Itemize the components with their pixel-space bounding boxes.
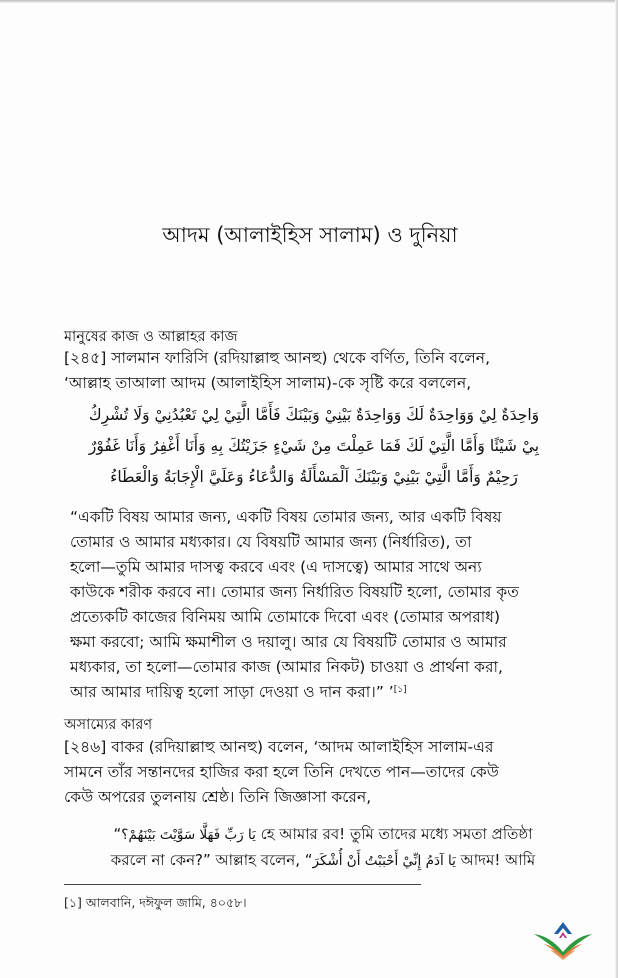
logo-magenta-chevron [559, 932, 567, 938]
text-line: প্রত্যেকটি কাজের বিনিময় আমি তোমাকে দিবো এবং (তোমার অপরাধ) [70, 608, 501, 626]
text-line: মধ্যকার, তা হলো—তোমার কাজ (আমার নিকট) চাওয়া ও প্রার্থনা করা, [70, 658, 503, 676]
text-fragment: আদম! আমি [455, 851, 536, 869]
footnote-reference[interactable]: [১] [393, 685, 407, 695]
arabic-inline: يَا آدَمُ إِنِّيْ أَحْبَبْتُ أَنْ أُشْكَرَ [312, 853, 456, 869]
text-fragment: হে আমার রব! তুমি তাদের মধ্যে সমতা প্রতিষ্ঠা [255, 825, 533, 843]
arabic-line: رَحِيْمٌ وَأَمَّا الَّتِيْ بَيْنِيْ وَبَيْنَكَ اَلْمَسْأَلَةُ وَالدُّعَاءُ وَعَلَيَّ الْإِجَابَةُ وَالْعَطَاءُ [110, 468, 518, 486]
arabic-line: بِيْ شَيْئًا وَأَمَّا الَّتِيْ لَكَ فَمَا عَمِلْتَ مِنْ شَيْءٍ جَزَيْتُكَ بِهِ وَأَنَا أَغْفِرُ وَأَنَا غَفُوْرٌ [88, 437, 540, 455]
text-line: ‘আল্লাহ তাআলা আদম (আলাইহিস সালাম)-কে সৃষ্টি করে বললেন, [64, 374, 472, 392]
text-line: কাউকে শরীক করবে না। তোমার জন্য নির্ধারিত বিষয়টি হলো, তোমার কৃত [70, 583, 519, 601]
arabic-line: وَاحِدَةٌ لِيْ وَوَاحِدَةٌ لَكَ وَوَاحِدَةٌ بَيْنِيْ وَبَيْنَكَ فَأَمَّا الَّتِيْ لِيْ تَعْبُدُنِيْ وَلَا تُشْرِكُ [88, 406, 540, 424]
arabic-hadith-text [74, 400, 554, 493]
chapter-title: আদম (আলাইহিস সালাম) ও দুনিয়া [162, 223, 458, 247]
section-heading-1: মানুষের কাজ ও আল্লাহর কাজ [64, 329, 238, 345]
text-line: [২৪৫] সালমান ফারিসি (রদিয়াল্লাহু আনহু) থেকে বর্ণিত, তিনি বলেন, [64, 349, 490, 367]
quote-line [88, 822, 558, 848]
hadith-246-quote [88, 822, 558, 874]
text-line: কেউ অপরের তুলনায় শ্রেষ্ঠ। তিনি জিজ্ঞাসা করেন, [64, 788, 372, 806]
hadith-245-intro [64, 346, 556, 396]
text-line: তোমার ও আমার মধ্যকার। যে বিষয়টি আমার জন্য (নির্ধারিত), তা [70, 533, 472, 551]
text-line [70, 680, 558, 705]
footnote: [১] আলবানি, দঈফুল জামি, ৪০৫৮। [64, 895, 247, 910]
text-fragment: করলে না কেন?” আল্লাহ বলেন, “ [110, 851, 313, 869]
text-line: হলো—তুমি আমার দাসত্ব করবে এবং (এ দাসত্বে) আমার সাথে অন্য [70, 558, 482, 576]
hadith-246-text [64, 735, 556, 810]
quote-line [88, 848, 558, 874]
text-line: [২৪৬] বাকর (রদিয়াল্লাহু আনহু) বলেন, ‘আদম আলাইহিস সালাম-এর [64, 738, 494, 756]
text-line: “একটি বিষয় আমার জন্য, একটি বিষয় তোমার জন্য, আর একটি বিষয় [70, 508, 502, 526]
section-heading-2: অসাম্যের কারণ [64, 717, 153, 733]
text-fragment: আর আমার দায়িত্ব হলো সাড়া দেওয়া ও দান করা।” ’ [70, 683, 394, 701]
footnote-divider [64, 884, 421, 885]
page-top-edge [0, 0, 618, 3]
quote-mark: “ [113, 825, 122, 843]
arabic-inline: يَا رَبِّ فَهَلَّا سَوَّيْتَ بَيْنَهُمْ؟ [121, 827, 256, 843]
hadith-245-translation [70, 505, 558, 705]
logo-green-wing [534, 934, 592, 956]
publisher-logo-icon [530, 920, 596, 960]
text-line: ক্ষমা করবো; আমি ক্ষমাশীল ও দয়ালু। আর যে বিষয়টি তোমার ও আমার [70, 633, 507, 651]
text-line: সামনে তাঁর সন্তানদের হাজির করা হলে তিনি দেখতে পান—তাদের কেউ [64, 763, 499, 781]
